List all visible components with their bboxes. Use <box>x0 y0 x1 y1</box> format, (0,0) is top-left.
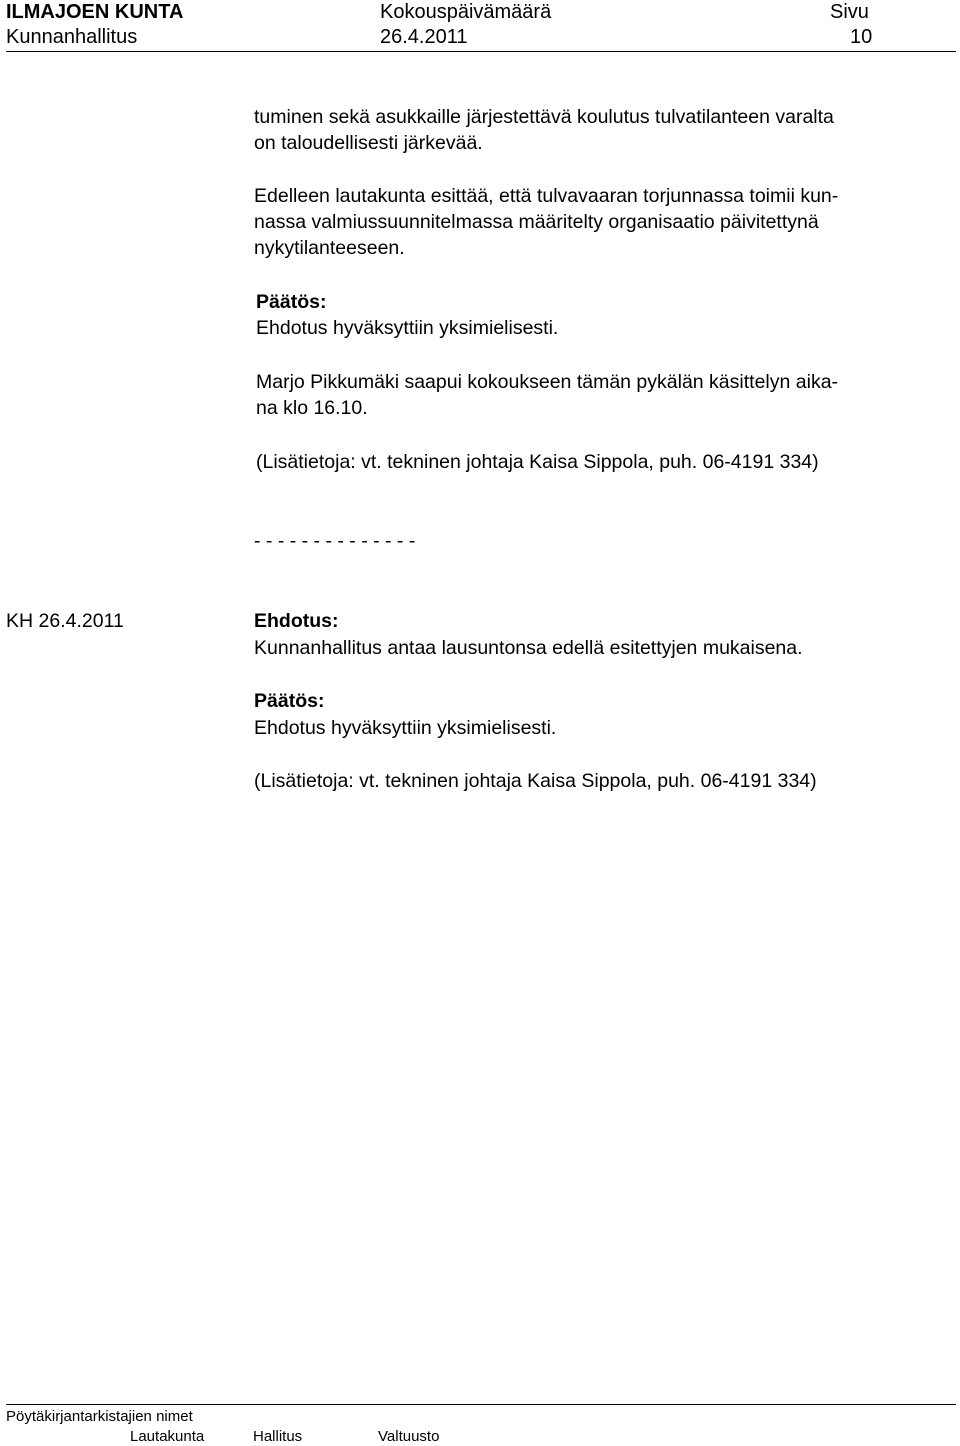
decision-label: Päätös: <box>256 291 327 313</box>
footer-col-valtuusto: Valtuusto <box>378 1428 440 1445</box>
paragraph-line: nykytilanteeseen. <box>254 237 405 259</box>
proposal-label: Ehdotus: <box>254 610 339 632</box>
footer-label: Pöytäkirjantarkistajien nimet <box>6 1408 193 1425</box>
footer-col-lautakunta: Lautakunta <box>130 1428 205 1445</box>
info-line: (Lisätietoja: vt. tekninen johtaja Kaisa Sippola, puh. 06-4191 334) <box>256 451 819 473</box>
paragraph-line: tuminen sekä asukkaille järjestettävä koulutus tulvatilanteen varalta <box>254 106 834 128</box>
page-number: 10 <box>850 26 873 48</box>
note-line: na klo 16.10. <box>256 397 368 419</box>
date-label: Kokouspäivämäärä <box>380 1 552 23</box>
paragraph-line: nassa valmiussuunnitelmassa määritelty organisaatio päivitettynä <box>254 211 819 233</box>
note-line: Marjo Pikkumäki saapui kokoukseen tämän pykälän käsittelyn aika- <box>256 371 839 393</box>
separator: - - - - - - - - - - - - - - <box>254 530 416 552</box>
paragraph-line: on taloudellisesti järkevää. <box>254 132 483 154</box>
kh-reference: KH 26.4.2011 <box>6 610 124 632</box>
kh-info-line: (Lisätietoja: vt. tekninen johtaja Kaisa Sippola, puh. 06-4191 334) <box>254 770 817 792</box>
kh-decision-label: Päätös: <box>254 690 325 712</box>
meeting-date: 26.4.2011 <box>380 26 468 48</box>
proposal-text: Kunnanhallitus antaa lausuntonsa edellä esitettyjen mukaisena. <box>254 637 803 659</box>
page-label: Sivu <box>830 1 869 23</box>
decision-text: Ehdotus hyväksyttiin yksimielisesti. <box>256 317 559 339</box>
kh-decision-text: Ehdotus hyväksyttiin yksimielisesti. <box>254 717 557 739</box>
paragraph-line: Edelleen lautakunta esittää, että tulvavaaran torjunnassa toimii kun- <box>254 185 839 207</box>
header-divider <box>6 51 956 52</box>
footer-col-hallitus: Hallitus <box>253 1428 303 1445</box>
footer-divider <box>6 1404 956 1405</box>
body-name: Kunnanhallitus <box>6 26 138 48</box>
municipality-name: ILMAJOEN KUNTA <box>6 1 184 23</box>
